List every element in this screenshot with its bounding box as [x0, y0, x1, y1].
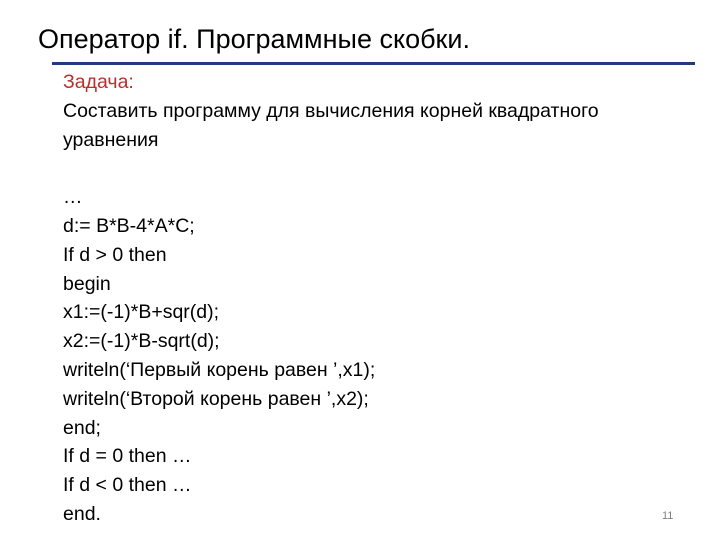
blank-line	[63, 154, 683, 183]
code-line-x1: x1:=(-1)*B+sqr(d);	[63, 301, 220, 324]
code-line-end-program: end.	[63, 502, 101, 525]
task-text-line-1: Составить программу для вычисления корней квадратного	[63, 99, 599, 122]
code-line-if-negative: If d < 0 then …	[63, 474, 192, 497]
code-line-end-block: end;	[63, 416, 101, 439]
code-line-if-zero: If d = 0 then …	[63, 445, 192, 468]
code-line-ellipsis: …	[63, 186, 83, 209]
task-text-line-2: уравнения	[63, 128, 159, 151]
code-line-begin: begin	[63, 272, 111, 295]
code-line-if-positive: If d > 0 then	[63, 243, 167, 266]
code-line-x2: x2:=(-1)*B-sqrt(d);	[63, 330, 220, 353]
page-number: 11	[662, 510, 674, 522]
code-line-discriminant: d:= B*B-4*A*C;	[63, 214, 195, 237]
slide-title: Оператор if. Программные скобки.	[38, 24, 470, 54]
code-line-writeln-second: writeln(‘Второй корень равен ’,x2);	[63, 387, 369, 410]
slide-content	[63, 68, 683, 529]
title-underline	[52, 62, 695, 65]
code-line-writeln-first: writeln(‘Первый корень равен ’,x1);	[63, 358, 376, 381]
task-label: Задача:	[63, 71, 134, 93]
